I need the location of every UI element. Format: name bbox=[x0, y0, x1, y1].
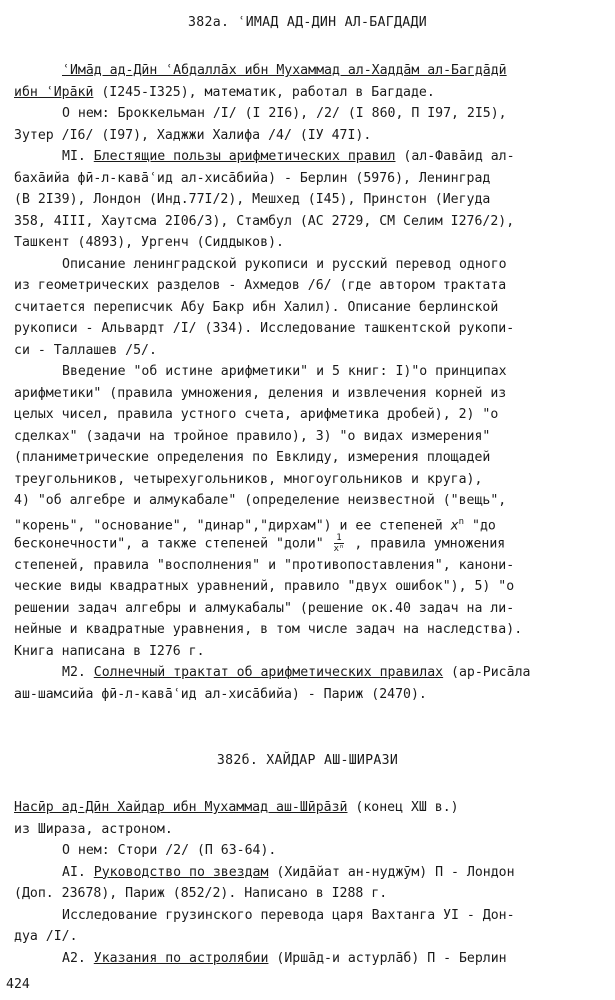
text-line: из Шираза, астроном. bbox=[14, 821, 173, 837]
text-line: 358, 4III, Хаутсма 2I06/3), Стамбул (АС 2729, СМ Селим I276/2), bbox=[14, 213, 515, 229]
text-line: А2. Указания по астролябии (Иршāд-и астурлāб) П - Берлин bbox=[62, 950, 507, 966]
text-line: арифметики" (правила умножения, деления и извлечения корней из bbox=[14, 385, 507, 401]
text-line: "корень", "основание", "динар","дирхам") и ее степеней $x^n$ "до bbox=[14, 516, 496, 533]
text-line: бесконечности", а также степеней "доли" $\frac{1}{\text{xⁿ}}$ , правила умножения bbox=[14, 533, 506, 554]
text-line: 4) "об алгебре и алмукабале" (определение неизвестной ("вещь", bbox=[14, 493, 507, 508]
author-name: Насӣр ад-Дӣн Хайдар ибн Мухаммад аш-Шӣрāзӣ bbox=[14, 800, 348, 815]
author-name: ʿИмāд ад-Дӣн ʿАбдаллāх ибн Мухаммад ал-Хаддāм ал-Багдāдӣ bbox=[62, 63, 507, 78]
author-name-cont: ибн ʿИрāкӣ bbox=[14, 84, 94, 100]
work-title: Солнечный трактат об арифметических правилах bbox=[93, 665, 444, 680]
text-line: считается переписчик Абу Бакр ибн Халил). Описание берлинской bbox=[14, 299, 499, 315]
section-382a-body bbox=[14, 60, 599, 705]
text-line: ибн ʿИрāкӣ (I245-I325), математик, работал в Багдаде. bbox=[14, 84, 435, 100]
text-line: (В 2I39), Лондон (Инд.77I/2), Мешхед (I45), Принстон (Иегуда bbox=[14, 192, 491, 207]
text-line: Книга написана в I276 г. bbox=[14, 643, 205, 659]
text-line bbox=[14, 60, 599, 82]
text-line: М2. Солнечный трактат об арифметических правилах (ар-Рисāла bbox=[62, 665, 531, 680]
text-line: сделках" (задачи на тройное правило), 3) "о видах измерения" bbox=[14, 428, 491, 444]
math-exponent: n bbox=[458, 516, 465, 527]
text-line: (планиметрические определения по Евклиду, измерения площадей bbox=[14, 450, 491, 465]
text-line: Введение "об истине арифметики" и 5 книг: I)"о принципах bbox=[62, 364, 507, 379]
page-number: 424 bbox=[6, 977, 30, 992]
text-line: аш-шамсийа фӣ-л-кавāʿид ал-хисāбийа) - Париж (2470). bbox=[14, 686, 427, 702]
text-line: О нем: Броккельман /I/ (I 2I6), /2/ (I 860, П I97, 2I5), bbox=[62, 106, 507, 121]
section-382a-heading: 382а. ʿИМАД АД-ДИН АЛ-БАГДАДИ bbox=[188, 15, 427, 30]
text-line: Исследование грузинского перевода царя Вахтанга УI - Дон- bbox=[62, 907, 515, 923]
work-title: Блестящие пользы арифметических правил bbox=[93, 149, 396, 164]
text-line: нейные и квадратные уравнения, в том числе задач на наследства). bbox=[14, 622, 523, 637]
text-line: (Доп. 23678), Париж (852/2). Написано в I288 г. bbox=[14, 886, 388, 901]
text-line: О нем: Стори /2/ (П 63-64). bbox=[62, 843, 277, 858]
text-line: треугольников, четырехугольников, многоугольников и круга), bbox=[14, 471, 483, 487]
math-x: x bbox=[450, 517, 459, 533]
work-title: Указания по астролябии bbox=[93, 950, 269, 966]
text-line: решении задач алгебры и алмукабалы" (решение ок.40 задач на ли- bbox=[14, 600, 515, 616]
text-line: си - Таллашев /5/. bbox=[14, 342, 157, 358]
text-line: целых чисел, правила устного счета, арифметика дробей), 2) "о bbox=[14, 407, 499, 422]
section-382b-body bbox=[14, 797, 599, 969]
text-line: Насӣр ад-Дӣн Хайдар ибн Мухаммад аш-Шӣрāзӣ (конец XШ в.) bbox=[14, 800, 459, 815]
section-382b-heading: 382б. ХАЙДАР АШ-ШИРАЗИ bbox=[216, 753, 399, 768]
text-line: МI. Блестящие пользы арифметических правил (ал-Фавāид ал- bbox=[62, 149, 515, 164]
text-line: Ташкент (4893), Ургенч (Сиддыков). bbox=[14, 235, 284, 250]
text-line: бахāийа фӣ-л-кавāʿид ал-хисāбийа) - Берлин (5976), Ленинград bbox=[14, 170, 491, 186]
work-title: Руководство по звездам bbox=[93, 864, 269, 880]
text-line: степеней, правила "восполнения" и "противопоставления", канони- bbox=[14, 557, 515, 573]
text-line: Зутер /I6/ (I97), Хаджжи Халифа /4/ (IУ 47I). bbox=[14, 127, 372, 143]
text-line: Описание ленинградской рукописи и русский перевод одного bbox=[62, 256, 507, 272]
text-line: ческие виды квадратных уравнений, правило "двух ошибок"), 5) "о bbox=[14, 579, 515, 594]
math-fraction: $\frac{1}{\text{xⁿ}}$ bbox=[333, 533, 345, 554]
text-line: дуа /I/. bbox=[14, 929, 78, 944]
text-line: рукописи - Альвардт /I/ (334). Исследование ташкентской рукопи- bbox=[14, 321, 515, 336]
text-line: из геометрических разделов - Ахмедов /6/ (где автором трактата bbox=[14, 278, 507, 293]
text-line: АI. Руководство по звездам (Хидāйат ан-нуджӯм) П - Лондон bbox=[62, 864, 515, 880]
